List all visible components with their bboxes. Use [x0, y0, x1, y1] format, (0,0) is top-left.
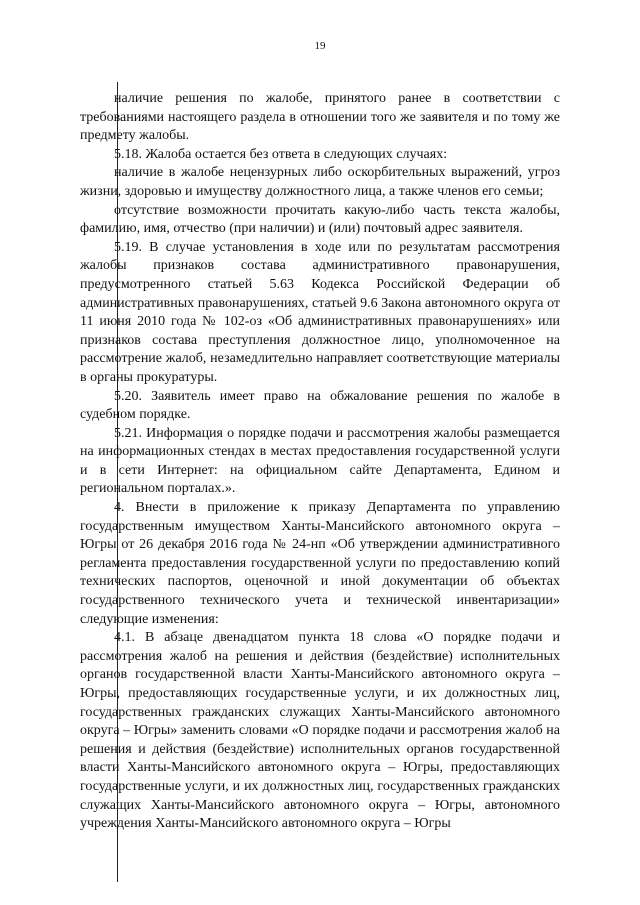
paragraph: 4. Внести в приложение к приказу Департамента по управлению государственным имуществом Ханты-Мансийского автономного округа – Югры от 26 декабря 2016 года № 24-нп «Об утверждении административного регламента предоставления государственной услуги по предоставлению копий технических паспортов, оценочной и иной документации об объектах государственного технического учета и технической инвентаризации» следующие изменения:: [80, 500, 560, 627]
paragraph: 5.18. Жалоба остается без ответа в следующих случаях:: [114, 146, 448, 162]
paragraph: наличие решения по жалобе, принятого ранее в соответствии с требованиями настоящего раздела в отношении того же заявителя и по тому же предмету жалобы.: [80, 91, 560, 144]
paragraph: 5.21. Информация о порядке подачи и рассмотрения жалобы размещается на информационных стендах в местах предоставления государственной услуги и в сети Интернет: на официальном сайте Департамента, Едином и региональном порталах.».: [80, 425, 560, 497]
paragraph: 5.19. В случае установления в ходе или по результатам рассмотрения жалобы признаков состава административного правонарушения, предусмотренного статьей 5.63 Кодекса Российской Федерации об административных правонарушениях, статьей 9.6 Закона автономного округа от 11 июня 2010 года № 102-оз «Об административных правонарушениях» или признаков состава преступления должностное лицо, уполномоченное на рассмотрение жалоб, незамедлительно направляет соответствующие материалы в органы прокуратуры.: [80, 239, 560, 385]
paragraph: отсутствие возможности прочитать какую-либо часть текста жалобы, фамилию, имя, отчество (при наличии) и (или) почтовый адрес заявителя.: [80, 202, 560, 237]
document-body: [80, 90, 560, 834]
paragraph: 4.1. В абзаце двенадцатом пункта 18 слова «О порядке подачи и рассмотрения жалоб на решения и действия (бездействие) исполнительных органов государственной власти Ханты-Мансийского автономного округа – Югры, предоставляющих государственные услуги, и их должностных лиц, государственных гражданских служащих Ханты-Мансийского автономного округа – Югры» заменить словами «О порядке подачи и рассмотрения жалоб на решения и действия (бездействие) исполнительных органов государственной власти Ханты-Мансийского автономного округа – Югры, предоставляющих государственные услуги, и их должностных лиц, государственных гражданских служащих Ханты-Мансийского автономного округа – Югры, автономного учреждения Ханты-Мансийского автономного округа – Югры: [80, 630, 560, 832]
page-number: 19: [314, 40, 326, 52]
paragraph: 5.20. Заявитель имеет право на обжалование решения по жалобе в судебном порядке.: [80, 388, 560, 423]
paragraph: наличие в жалобе нецензурных либо оскорбительных выражений, угроз жизни, здоровью и имуществу должностного лица, а также членов его семьи;: [80, 165, 560, 199]
